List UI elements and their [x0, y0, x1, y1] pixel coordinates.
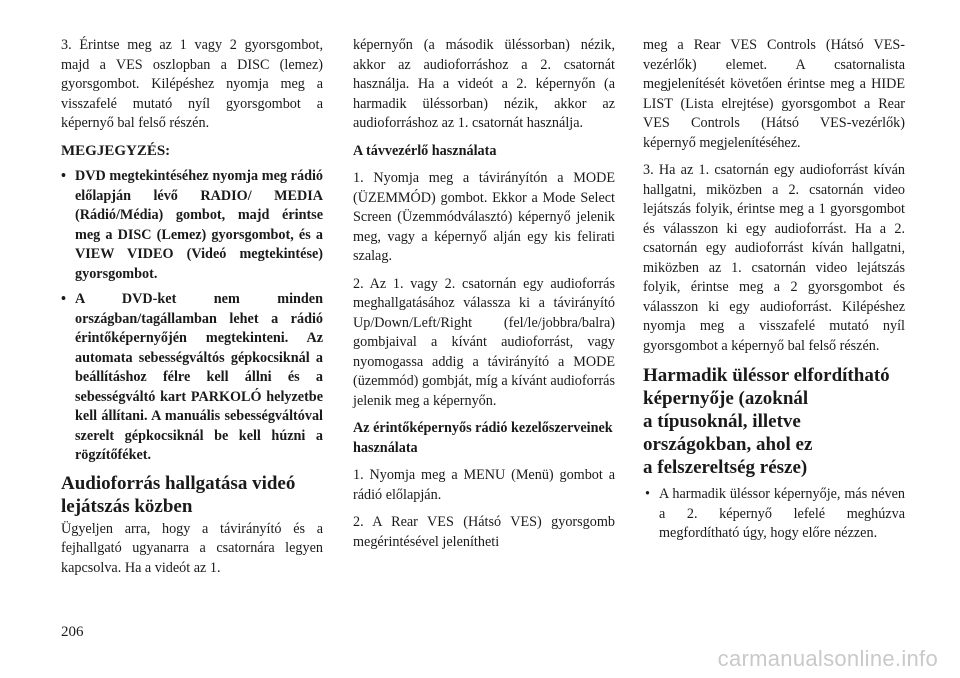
- page-number: 206: [61, 624, 84, 640]
- touchscreen-step-1: 1. Nyomja meg a MENU (Menü) gombot a rádió előlapján.: [353, 467, 615, 503]
- remote-heading: A távvezérlő használata: [353, 142, 497, 159]
- bullet-item: • A harmadik üléssor képernyője, más néven a 2. képernyő lefelé meghúzva megfordítható úgy, hogy előre nézzen.: [643, 485, 905, 544]
- continued-paragraph: meg a Rear VES Controls (Hátsó VES-vezérlők) elemet. A csatornalista megjelenítését követően érintse meg a HIDE LIST (Lista elrejtése) gyorsgombot a Rear VES Controls (Hátsó VES-vezérlők) képernyő megjelenítéséhez.: [643, 37, 905, 151]
- remote-step-2: 2. Az 1. vagy 2. csatornán egy audioforrás meghallgatásához válassza ki a távirányító Up/Down/Left/Right (fel/le/jobbra/balra) gombjaival a kívánt audioforrást, vagy nyomogassa addig a távirányító a MODE (üzemmód) gombját, míg a kívánt audioforrás jelenik meg a képernyőn.: [353, 275, 615, 409]
- note-item: • A DVD-ket nem minden országban/tagállamban lehet a rádió érintőképernyőjén megtekinteni. Az automata sebességváltós gépkocsiknál a beállításhoz félre kell állni és a sebességváltó kart PARKOLÓ helyzetbe kell állítani. A manuális sebességváltóval szerelt gépkocsiknál be kell húzni a rögzítőféket.: [61, 290, 323, 466]
- heading-line: a felszereltség része): [643, 457, 808, 478]
- section-heading-audio: Audioforrás hallgatása videó lejátszás közben: [61, 472, 296, 517]
- watermark: carmanualsonline.info: [717, 646, 938, 671]
- bullet-list: [643, 485, 905, 544]
- heading-line: Harmadik üléssor elfordítható: [643, 365, 890, 386]
- step-3-paragraph: 3. Érintse meg az 1 vagy 2 gyorsgombot, majd a VES oszlopban a DISC (lemez) gyorsgombot. Kilépéshez nyomja meg a visszafelé mutató nyíl gyorsgombot a képernyő bal felső részén.: [61, 37, 323, 131]
- touchscreen-heading: Az érintőképernyős rádió kezelőszerveinek használata: [353, 420, 613, 456]
- remote-step-1: 1. Nyomja meg a távirányítón a MODE (ÜZEMMÓD) gombot. Ekkor a Mode Select Screen (Üzemmódválasztó) képernyő jelenik meg, vagy a képernyő alján egy kis felirati szalag.: [353, 170, 615, 264]
- column-3: [643, 36, 905, 544]
- touchscreen-step-2: 2. A Rear VES (Hátsó VES) gyorsgomb megérintésével jelenítheti: [353, 514, 615, 550]
- heading-line: a típusoknál, illetve: [643, 411, 801, 432]
- note-item: • DVD megtekintéséhez nyomja meg rádió előlapján lévő RADIO/ MEDIA (Rádió/Média) gombot, majd érintse meg a DISC (Lemez) gyorsgombot, és a VIEW VIDEO (Videó megtekintése) gyorsgombot.: [61, 167, 323, 284]
- continued-paragraph: képernyőn (a második üléssorban) nézik, akkor az audioforráshoz a 2. csatornát használja. Ha a videót a 2. képernyőn (a harmadik üléssorban) nézik, akkor az audioforráshoz az 1. csatornát használja.: [353, 37, 615, 131]
- column-2: [353, 36, 615, 560]
- section-heading-third-row: [643, 364, 905, 479]
- heading-line: képernyője (azoknál: [643, 388, 809, 409]
- step-3-paragraph: 3. Ha az 1. csatornán egy audioforrást kíván hallgatni, miközben a 2. csatornán video lejátszás folyik, érintse meg a 1 gyorsgombot és válasszon ki egy audioforrást. Ha a 2. csatornán egy audioforrást kíván hallgatni, miközben az 1. csatornán video lejátszás folyik, érintse meg a 2 gyorsgombot és válasszon ki egy audioforrást. Kilépéshez nyomja meg a visszafelé mutató nyíl gyorsgombot a képernyő bal felső részén.: [643, 162, 905, 354]
- notes-heading: MEGJEGYZÉS:: [61, 142, 171, 159]
- section-paragraph: Ügyeljen arra, hogy a távirányító és a fejhallgató ugyanarra a csatornára legyen kapcsolva. Ha a videót az 1.: [61, 520, 323, 576]
- heading-line: országokban, ahol ez: [643, 434, 813, 455]
- notes-list: [61, 167, 323, 466]
- column-1: [61, 36, 323, 586]
